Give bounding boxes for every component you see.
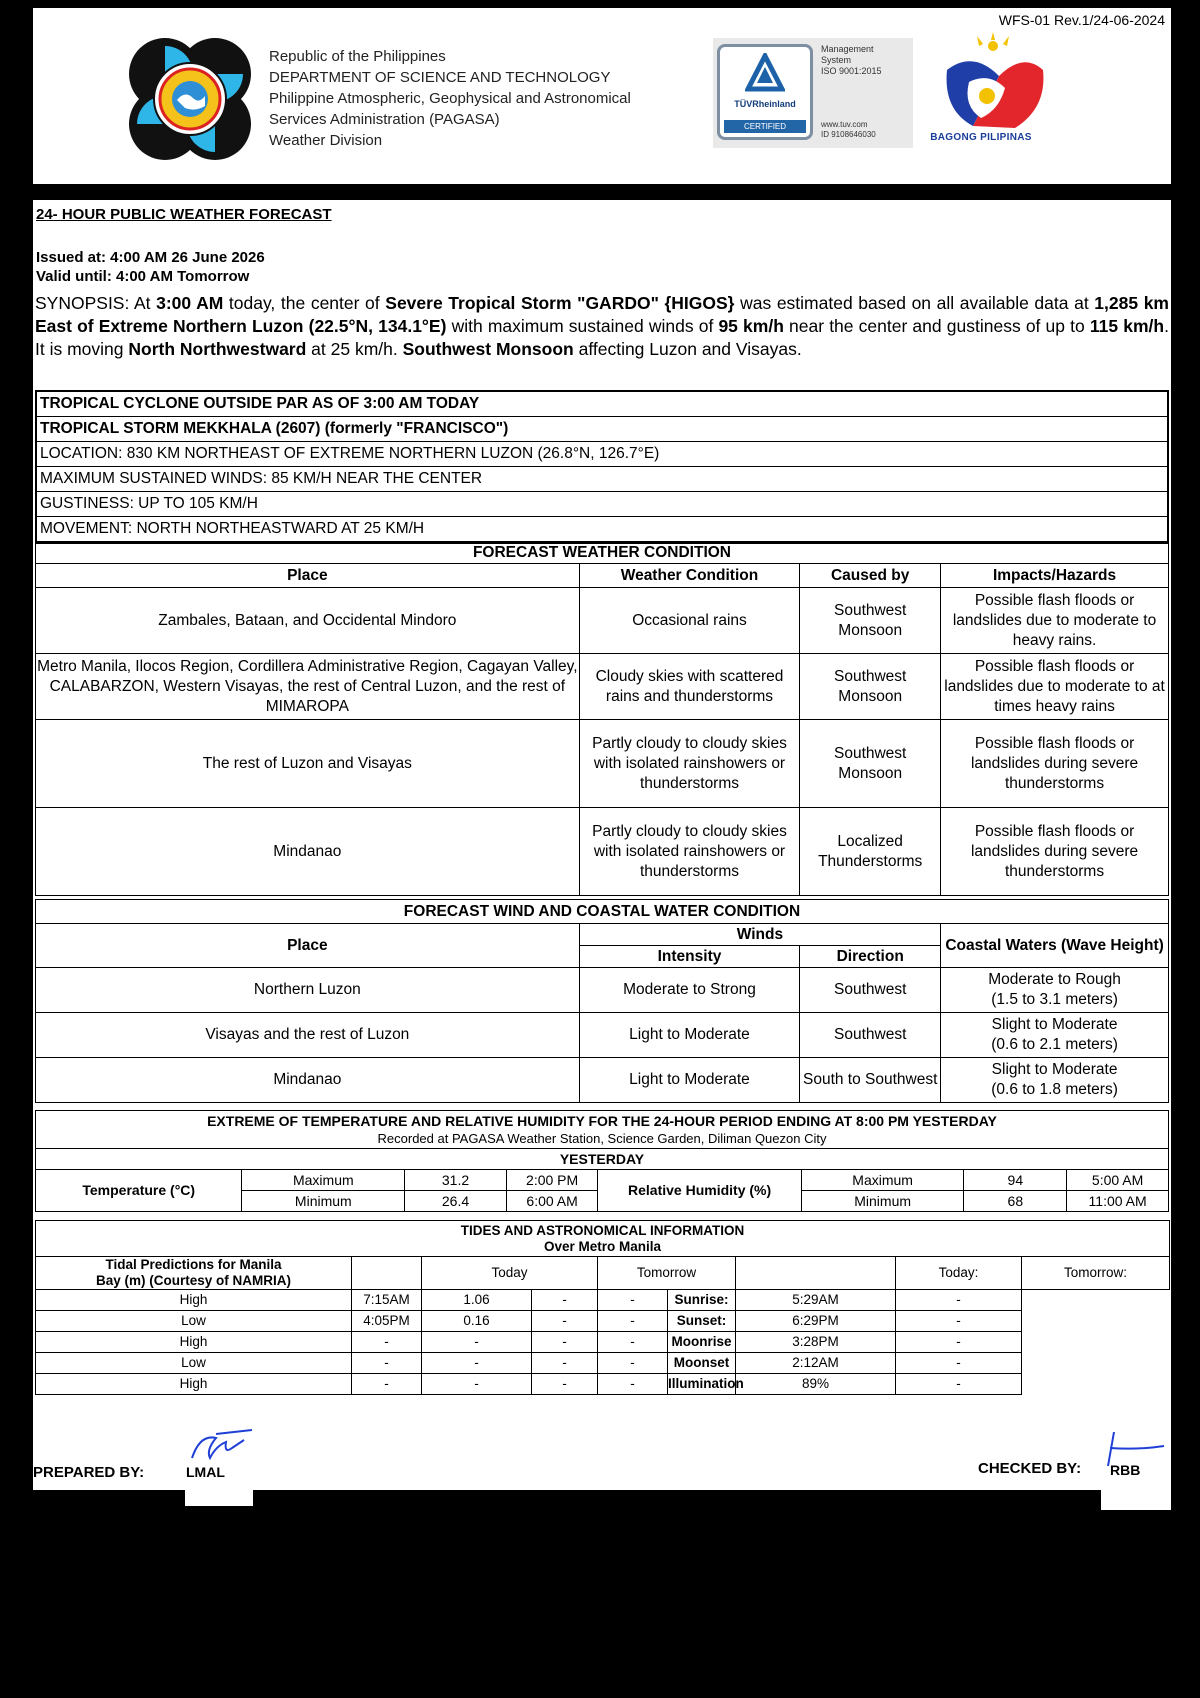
signoff-tab xyxy=(185,1488,253,1506)
synopsis-segment: was estimated based on all available data at xyxy=(734,293,1095,313)
agency-line: Philippine Atmospheric, Geophysical and Astronomical xyxy=(269,90,631,107)
today-header: Today xyxy=(422,1257,598,1290)
tc-gustiness: GUSTINESS: UP TO 105 KM/H xyxy=(37,492,1167,517)
pagasa-logo-icon xyxy=(125,34,255,164)
tide-cell-t-time: - xyxy=(352,1332,422,1353)
tide-cell-m-h: - xyxy=(598,1311,668,1332)
prepared-signature-icon xyxy=(186,1428,256,1468)
coastal-condition: Slight to Moderate xyxy=(991,1016,1118,1033)
forecast-sheet xyxy=(33,200,1171,1490)
valid-until: Valid until: 4:00 AM Tomorrow xyxy=(36,268,250,285)
tide-cell-m-h: - xyxy=(598,1290,668,1311)
coastal-cell xyxy=(941,1013,1169,1058)
tuv-badge xyxy=(717,44,813,140)
tc-movement: MOVEMENT: NORTH NORTHEASTWARD AT 25 KM/H xyxy=(40,520,425,537)
synopsis-segment: at 25 km/h. xyxy=(306,339,403,359)
tide-cell-m-time: - xyxy=(532,1374,598,1395)
tc-outside-header: TROPICAL CYCLONE OUTSIDE PAR AS OF 3:00 AM TODAY xyxy=(37,392,1167,417)
tide-cell-kind: Low xyxy=(36,1353,352,1374)
issue-block xyxy=(36,248,265,286)
rh-max-time: 5:00 AM xyxy=(1067,1170,1169,1191)
tide-cell-m-time: - xyxy=(532,1332,598,1353)
cert-line: ID 9108646030 xyxy=(821,130,876,139)
table-row xyxy=(36,588,1169,654)
iso-certification xyxy=(713,38,913,148)
tides-header xyxy=(36,1221,1170,1257)
tide-cell-kind: High xyxy=(36,1290,352,1311)
table-row xyxy=(36,1058,1169,1103)
synopsis-segment: Southwest Monsoon xyxy=(402,339,574,359)
bagong-pilipinas-text: BAGONG PILIPINAS xyxy=(930,132,1032,143)
temp-min-label: Minimum xyxy=(242,1191,405,1212)
tide-row xyxy=(36,1290,1170,1311)
tide-cell-m-h: - xyxy=(598,1332,668,1353)
astro-today-header: Today: xyxy=(896,1257,1022,1290)
tide-cell-t-h: - xyxy=(422,1332,532,1353)
cert-text-footer xyxy=(821,120,876,140)
tidal-prediction-label: Tidal Predictions for Manila Bay (m) (Courtesy of NAMRIA) xyxy=(36,1257,352,1290)
tides-subtitle: Over Metro Manila xyxy=(543,1238,662,1254)
temp-max-value: 31.2 xyxy=(405,1170,507,1191)
rh-min-time: 11:00 AM xyxy=(1067,1191,1169,1212)
tide-cell-astro: Moonset xyxy=(668,1353,736,1374)
tide-cell-m-time: - xyxy=(532,1290,598,1311)
wind-coastal-table xyxy=(35,899,1169,1103)
rh-max-label: Maximum xyxy=(801,1170,964,1191)
table-row xyxy=(36,808,1169,896)
direction-cell: South to Southwest xyxy=(800,1058,941,1103)
tide-cell-a-today: 3:28PM xyxy=(736,1332,896,1353)
tide-row xyxy=(36,1353,1170,1374)
cert-line: System xyxy=(821,55,852,65)
synopsis-segment: Severe Tropical Storm "GARDO" {HIGOS} xyxy=(385,293,735,313)
synopsis-segment: with maximum sustained winds of xyxy=(446,316,719,336)
forecast-title: 24- HOUR PUBLIC WEATHER FORECAST xyxy=(36,206,332,223)
col-header: Place xyxy=(36,924,580,968)
coastal-condition: Slight to Moderate xyxy=(991,1061,1118,1078)
tide-cell-t-h: 1.06 xyxy=(422,1290,532,1311)
issued-at: Issued at: 4:00 AM 26 June 2026 xyxy=(36,249,265,266)
signoff-tab xyxy=(1101,1488,1171,1510)
weather-condition-title: FORECAST WEATHER CONDITION xyxy=(36,542,1169,564)
extremes-header xyxy=(36,1111,1169,1149)
extremes-subtitle: Recorded at PAGASA Weather Station, Science Garden, Diliman Quezon City xyxy=(377,1130,827,1146)
coastal-condition: Moderate to Rough xyxy=(988,971,1121,988)
condition-cell: Occasional rains xyxy=(579,588,800,654)
condition-cell: Partly cloudy to cloudy skies with isolated rainshowers or thunderstorms xyxy=(579,720,800,808)
coastal-cell xyxy=(941,968,1169,1013)
cert-line: Management xyxy=(821,44,874,54)
place-cell: The rest of Luzon and Visayas xyxy=(36,720,580,808)
synopsis-text xyxy=(35,292,1169,361)
tc-location: LOCATION: 830 KM NORTHEAST OF EXTREME NORTHERN LUZON (26.8°N, 126.7°E) xyxy=(37,442,1167,467)
place-cell: Mindanao xyxy=(36,808,580,896)
impact-cell: Possible flash floods or landslides due to moderate to heavy rains. xyxy=(941,588,1169,654)
tide-cell-astro: Moonrise xyxy=(668,1332,736,1353)
wind-coastal-title: FORECAST WIND AND COASTAL WATER CONDITION xyxy=(36,900,1169,924)
tide-cell-t-h: 0.16 xyxy=(422,1311,532,1332)
wave-height: (0.6 to 2.1 meters) xyxy=(991,1036,1118,1053)
tide-cell-kind: Low xyxy=(36,1311,352,1332)
col-header: Caused by xyxy=(800,564,941,588)
agency-line: Weather Division xyxy=(269,132,383,149)
tide-cell-m-h: - xyxy=(598,1353,668,1374)
table-row xyxy=(36,1013,1169,1058)
tc-outside-par-box xyxy=(35,390,1169,544)
tide-cell-t-time: - xyxy=(352,1374,422,1395)
temp-max-time: 2:00 PM xyxy=(506,1170,598,1191)
tide-cell-a-tom: - xyxy=(896,1374,1022,1395)
col-header: Coastal Waters (Wave Height) xyxy=(941,924,1169,968)
document-header xyxy=(33,8,1171,184)
agency-line: Services Administration (PAGASA) xyxy=(269,111,500,128)
tide-cell-m-time: - xyxy=(532,1353,598,1374)
astro-tomorrow-header: Tomorrow: xyxy=(1022,1257,1170,1290)
synopsis-segment: 95 km/h xyxy=(718,316,784,336)
tide-cell-a-today: 2:12AM xyxy=(736,1353,896,1374)
tomorrow-header: Tomorrow xyxy=(598,1257,736,1290)
weather-condition-table xyxy=(35,541,1169,896)
synopsis-segment: near the center and gustiness of up to xyxy=(783,316,1090,336)
coastal-cell xyxy=(941,1058,1169,1103)
impact-cell: Possible flash floods or landslides during severe thunderstorms xyxy=(941,808,1169,896)
place-cell: Metro Manila, Ilocos Region, Cordillera Administrative Region, Cagayan Valley, CALABARZON, Western Visayas, the rest of Central Luzon, and the rest of MIMAROPA xyxy=(36,654,580,720)
synopsis-segment: SYNOPSIS: At xyxy=(35,293,157,313)
impact-cell: Possible flash floods or landslides during severe thunderstorms xyxy=(941,720,1169,808)
intensity-cell: Moderate to Strong xyxy=(579,968,800,1013)
cert-text xyxy=(821,44,882,77)
direction-cell: Southwest xyxy=(800,968,941,1013)
temp-min-value: 26.4 xyxy=(405,1191,507,1212)
tide-cell-astro: Sunset: xyxy=(668,1311,736,1332)
blank-cell xyxy=(352,1257,422,1290)
col-header: Winds xyxy=(579,924,940,946)
cause-cell: Localized Thunderstorms xyxy=(800,808,941,896)
synopsis-segment: affecting Luzon and Visayas. xyxy=(573,339,802,359)
place-cell: Northern Luzon xyxy=(36,968,580,1013)
tide-cell-a-today: 6:29PM xyxy=(736,1311,896,1332)
direction-cell: Southwest xyxy=(800,1013,941,1058)
blank-cell xyxy=(736,1257,896,1290)
synopsis-segment: 1,285 km East of Extreme Northern Luzon (22.5°N, 134.1°E) xyxy=(35,293,1169,336)
intensity-cell: Light to Moderate xyxy=(579,1058,800,1103)
tide-cell-t-time: 7:15AM xyxy=(352,1290,422,1311)
synopsis-segment: . It is moving xyxy=(35,316,1169,359)
table-row xyxy=(36,720,1169,808)
yesterday-label: YESTERDAY xyxy=(36,1149,1169,1170)
tide-cell-t-h: - xyxy=(422,1374,532,1395)
tide-cell-m-h: - xyxy=(598,1374,668,1395)
impact-cell: Possible flash floods or landslides due to moderate to at times heavy rains xyxy=(941,654,1169,720)
condition-cell: Cloudy skies with scattered rains and thunderstorms xyxy=(579,654,800,720)
tide-cell-astro: Illumination xyxy=(668,1374,736,1395)
tide-cell-m-time: - xyxy=(532,1311,598,1332)
place-cell: Visayas and the rest of Luzon xyxy=(36,1013,580,1058)
table-row xyxy=(36,968,1169,1013)
tide-cell-a-today: 89% xyxy=(736,1374,896,1395)
temp-min-time: 6:00 AM xyxy=(506,1191,598,1212)
agency-block xyxy=(269,46,631,151)
tuv-triangle-icon xyxy=(745,53,785,93)
temperature-label: Temperature (°C) xyxy=(36,1170,242,1212)
agency-line: Republic of the Philippines xyxy=(269,48,446,65)
tides-title: TIDES AND ASTRONOMICAL INFORMATION xyxy=(460,1222,745,1238)
tc-winds: MAXIMUM SUSTAINED WINDS: 85 KM/H NEAR THE CENTER xyxy=(37,467,1167,492)
col-header: Impacts/Hazards xyxy=(941,564,1169,588)
col-header: Direction xyxy=(800,946,941,968)
tide-cell-a-today: 5:29AM xyxy=(736,1290,896,1311)
tide-cell-t-h: - xyxy=(422,1353,532,1374)
tc-name: TROPICAL STORM MEKKHALA (2607) (formerly "FRANCISCO") xyxy=(37,417,1167,442)
condition-cell: Partly cloudy to cloudy skies with isolated rainshowers or thunderstorms xyxy=(579,808,800,896)
col-header: Place xyxy=(36,564,580,588)
rh-min-value: 68 xyxy=(964,1191,1067,1212)
place-cell: Mindanao xyxy=(36,1058,580,1103)
tide-cell-kind: High xyxy=(36,1374,352,1395)
col-header: Weather Condition xyxy=(579,564,800,588)
tide-cell-a-tom: - xyxy=(896,1353,1022,1374)
tide-cell-a-tom: - xyxy=(896,1290,1022,1311)
table-row xyxy=(36,654,1169,720)
rh-label: Relative Humidity (%) xyxy=(598,1170,801,1212)
col-header: Intensity xyxy=(579,946,800,968)
tuv-certified: CERTIFIED xyxy=(724,120,806,133)
extremes-title: EXTREME OF TEMPERATURE AND RELATIVE HUMIDITY FOR THE 24-HOUR PERIOD ENDING AT 8:00 PM YESTERDAY xyxy=(207,1112,997,1129)
cause-cell: Southwest Monsoon xyxy=(800,654,941,720)
cert-line: www.tuv.com xyxy=(821,120,868,129)
tide-row xyxy=(36,1311,1170,1332)
tide-cell-t-time: - xyxy=(352,1353,422,1374)
tide-cell-astro: Sunrise: xyxy=(668,1290,736,1311)
wave-height: (1.5 to 3.1 meters) xyxy=(991,991,1118,1008)
table-row xyxy=(36,1170,1169,1191)
agency-line: DEPARTMENT OF SCIENCE AND TECHNOLOGY xyxy=(269,69,611,86)
tide-row xyxy=(36,1332,1170,1353)
synopsis-segment: today, the center of xyxy=(223,293,386,313)
tuv-name: TÜVRheinland xyxy=(734,99,796,109)
wave-height: (0.6 to 1.8 meters) xyxy=(991,1081,1118,1098)
rh-max-value: 94 xyxy=(964,1170,1067,1191)
tide-cell-kind: High xyxy=(36,1332,352,1353)
checked-initials: RBB xyxy=(1110,1462,1141,1478)
cause-cell: Southwest Monsoon xyxy=(800,588,941,654)
rh-min-label: Minimum xyxy=(801,1191,964,1212)
synopsis-segment: 115 km/h xyxy=(1089,316,1165,336)
form-code: WFS-01 Rev.1/24-06-2024 xyxy=(998,12,1165,28)
tide-cell-a-tom: - xyxy=(896,1332,1022,1353)
tide-cell-a-tom: - xyxy=(896,1311,1022,1332)
intensity-cell: Light to Moderate xyxy=(579,1013,800,1058)
place-cell: Zambales, Bataan, and Occidental Mindoro xyxy=(36,588,580,654)
checked-by-label: CHECKED BY: xyxy=(978,1460,1082,1477)
prepared-by-label: PREPARED BY: xyxy=(33,1464,145,1481)
tide-row xyxy=(36,1374,1170,1395)
synopsis-segment: North Northwestward xyxy=(128,339,307,359)
temperature-humidity-table xyxy=(35,1110,1169,1212)
synopsis-segment: 3:00 AM xyxy=(156,293,224,313)
tide-cell-t-time: 4:05PM xyxy=(352,1311,422,1332)
tides-table xyxy=(35,1220,1170,1395)
temp-max-label: Maximum xyxy=(242,1170,405,1191)
prepared-initials: LMAL xyxy=(186,1464,225,1480)
cause-cell: Southwest Monsoon xyxy=(800,720,941,808)
cert-line: ISO 9001:2015 xyxy=(821,66,882,76)
